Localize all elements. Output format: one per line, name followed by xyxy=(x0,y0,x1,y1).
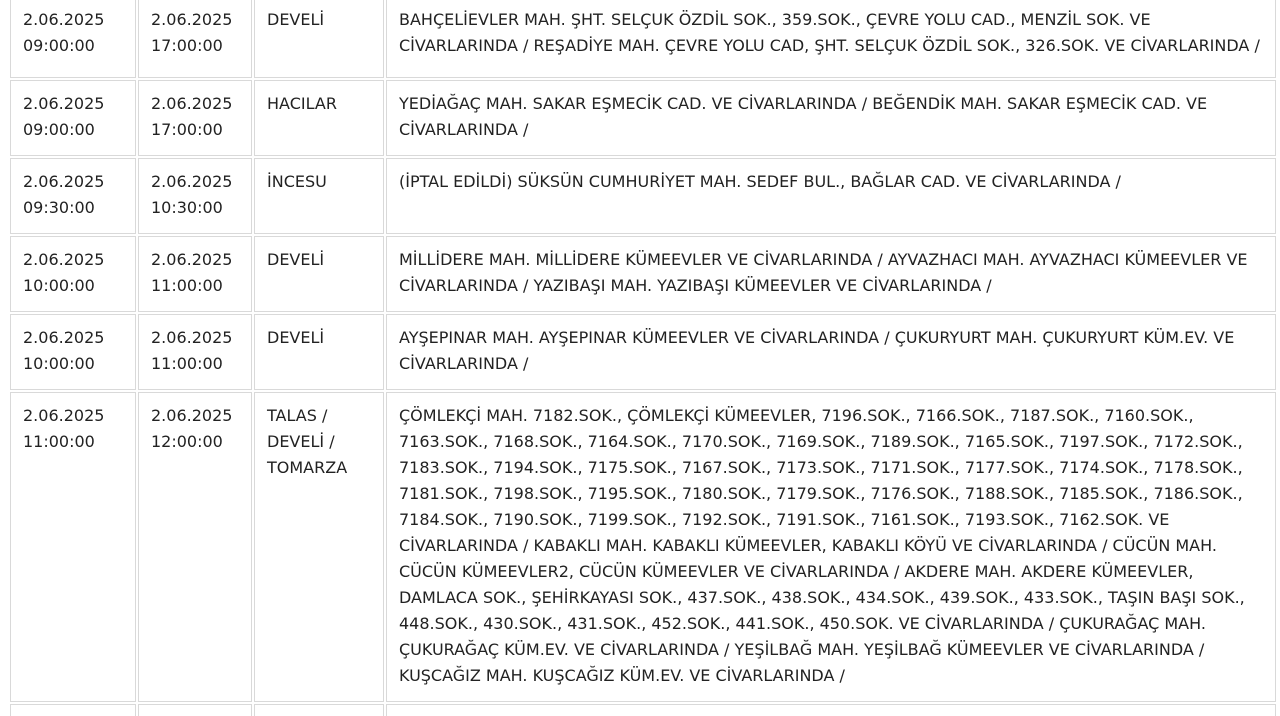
start-time: 09:30:00 xyxy=(23,198,95,217)
end-date: 2.06.2025 xyxy=(151,250,233,269)
start-time: 09:00:00 xyxy=(23,120,95,139)
start-time: 10:00:00 xyxy=(23,354,95,373)
district-cell xyxy=(254,158,384,234)
start-time: 10:00:00 xyxy=(23,276,95,295)
end-time: 12:00:00 xyxy=(151,432,223,451)
empty-cell xyxy=(254,704,384,716)
end-time: 10:30:00 xyxy=(151,198,223,217)
start-datetime-cell xyxy=(10,392,136,702)
start-date: 2.06.2025 xyxy=(23,10,105,29)
affected-area-cell xyxy=(386,314,1276,390)
end-time: 17:00:00 xyxy=(151,36,223,55)
end-datetime-cell xyxy=(138,314,252,390)
empty-cell xyxy=(10,704,136,716)
affected-area-text: (İPTAL EDİLDİ) SÜKSÜN CUMHURİYET MAH. SEDEF BUL., BAĞLAR CAD. VE CİVARLARINDA / xyxy=(399,172,1121,191)
table-row xyxy=(10,392,1276,702)
end-date: 2.06.2025 xyxy=(151,94,233,113)
table-row xyxy=(10,158,1276,234)
start-datetime-cell xyxy=(10,314,136,390)
empty-cell xyxy=(138,704,252,716)
outage-table xyxy=(8,0,1278,716)
table-row xyxy=(10,80,1276,156)
end-datetime-cell xyxy=(138,236,252,312)
district-name: HACILAR xyxy=(267,94,337,113)
end-date: 2.06.2025 xyxy=(151,172,233,191)
start-date: 2.06.2025 xyxy=(23,172,105,191)
district-name: DEVELİ / xyxy=(267,432,335,451)
table-row xyxy=(10,314,1276,390)
end-time: 11:00:00 xyxy=(151,276,223,295)
end-datetime-cell xyxy=(138,392,252,702)
district-cell xyxy=(254,0,384,78)
district-cell xyxy=(254,236,384,312)
district-cell xyxy=(254,314,384,390)
table-row xyxy=(10,704,1276,716)
start-date: 2.06.2025 xyxy=(23,250,105,269)
affected-area-text: BAHÇELİEVLER MAH. ŞHT. SELÇUK ÖZDİL SOK., 359.SOK., ÇEVRE YOLU CAD., MENZİL SOK. VE CİVARLARINDA / REŞADİYE MAH. ÇEVRE YOLU CAD, ŞHT. SELÇUK ÖZDİL SOK., 326.SOK. VE CİVARLARINDA / xyxy=(399,10,1260,55)
empty-cell xyxy=(386,704,1276,716)
start-datetime-cell xyxy=(10,158,136,234)
end-datetime-cell xyxy=(138,0,252,78)
district-cell xyxy=(254,392,384,702)
district-name: TOMARZA xyxy=(267,458,348,477)
start-datetime-cell xyxy=(10,80,136,156)
district-name: DEVELİ xyxy=(267,10,325,29)
district-name: İNCESU xyxy=(267,172,327,191)
affected-area-text: ÇÖMLEKÇİ MAH. 7182.SOK., ÇÖMLEKÇİ KÜMEEVLER, 7196.SOK., 7166.SOK., 7187.SOK., 7160.SOK., 7163.SOK., 7168.SOK., 7164.SOK., 7170.SOK., 7169.SOK., 7189.SOK., 7165.SOK., 7197.SOK., 7172.SOK., 7183.SOK., 7194.SOK., 7175.SOK., 7167.SOK., 7173.SOK., 7171.SOK., 7177.SOK., 7174.SOK., 7178.SOK., 7181.SOK., 7198.SOK., 7195.SOK., 7180.SOK., 7179.SOK., 7176.SOK., 7188.SOK., 7185.SOK., 7186.SOK., 7184.SOK., 7190.SOK., 7199.SOK., 7192.SOK., 7191.SOK., 7161.SOK., 7193.SOK., 7162.SOK. VE CİVARLARINDA / KABAKLI MAH. KABAKLI KÜMEEVLER, KABAKLI KÖYÜ VE CİVARLARINDA / CÜCÜN MAH. CÜCÜN KÜMEEVLER2, CÜCÜN KÜMEEVLER VE CİVARLARINDA / AKDERE MAH. AKDERE KÜMEEVLER, DAMLACA SOK., ŞEHİRKAYASI SOK., 437.SOK., 438.SOK., 434.SOK., 439.SOK., 433.SOK., TAŞIN BAŞI SOK., 448.SOK., 430.SOK., 431.SOK., 452.SOK., 441.SOK., 450.SOK. VE CİVARLARINDA / ÇUKURAĞAÇ MAH. ÇUKURAĞAÇ KÜM.EV. VE CİVARLARINDA / YEŞİLBAĞ MAH. YEŞİLBAĞ KÜMEEVLER VE CİVARLARINDA / KUŞCAĞIZ MAH. KUŞCAĞIZ KÜM.EV. VE CİVARLARINDA / xyxy=(399,406,1245,685)
start-date: 2.06.2025 xyxy=(23,94,105,113)
district-name: TALAS / xyxy=(267,406,328,425)
start-date: 2.06.2025 xyxy=(23,406,105,425)
start-datetime-cell xyxy=(10,0,136,78)
affected-area-text: AYŞEPINAR MAH. AYŞEPINAR KÜMEEVLER VE CİVARLARINDA / ÇUKURYURT MAH. ÇUKURYURT KÜM.EV. VE CİVARLARINDA / xyxy=(399,328,1235,373)
start-datetime-cell xyxy=(10,236,136,312)
outage-table-body xyxy=(10,0,1276,716)
district-cell xyxy=(254,80,384,156)
end-date: 2.06.2025 xyxy=(151,328,233,347)
district-name: DEVELİ xyxy=(267,250,325,269)
affected-area-text: MİLLİDERE MAH. MİLLİDERE KÜMEEVLER VE CİVARLARINDA / AYVAZHACI MAH. AYVAZHACI KÜMEEVLER VE CİVARLARINDA / YAZIBAŞI MAH. YAZIBAŞI KÜMEEVLER VE CİVARLARINDA / xyxy=(399,250,1248,295)
affected-area-cell xyxy=(386,236,1276,312)
affected-area-cell xyxy=(386,80,1276,156)
table-row xyxy=(10,0,1276,78)
start-time: 09:00:00 xyxy=(23,36,95,55)
end-date: 2.06.2025 xyxy=(151,10,233,29)
affected-area-cell xyxy=(386,392,1276,702)
district-name: DEVELİ xyxy=(267,328,325,347)
start-time: 11:00:00 xyxy=(23,432,95,451)
start-date: 2.06.2025 xyxy=(23,328,105,347)
affected-area-cell xyxy=(386,158,1276,234)
affected-area-text: YEDİAĞAÇ MAH. SAKAR EŞMECİK CAD. VE CİVARLARINDA / BEĞENDİK MAH. SAKAR EŞMECİK CAD. VE CİVARLARINDA / xyxy=(399,94,1208,139)
end-datetime-cell xyxy=(138,80,252,156)
end-time: 17:00:00 xyxy=(151,120,223,139)
end-time: 11:00:00 xyxy=(151,354,223,373)
affected-area-cell xyxy=(386,0,1276,78)
end-datetime-cell xyxy=(138,158,252,234)
end-date: 2.06.2025 xyxy=(151,406,233,425)
table-row xyxy=(10,236,1276,312)
